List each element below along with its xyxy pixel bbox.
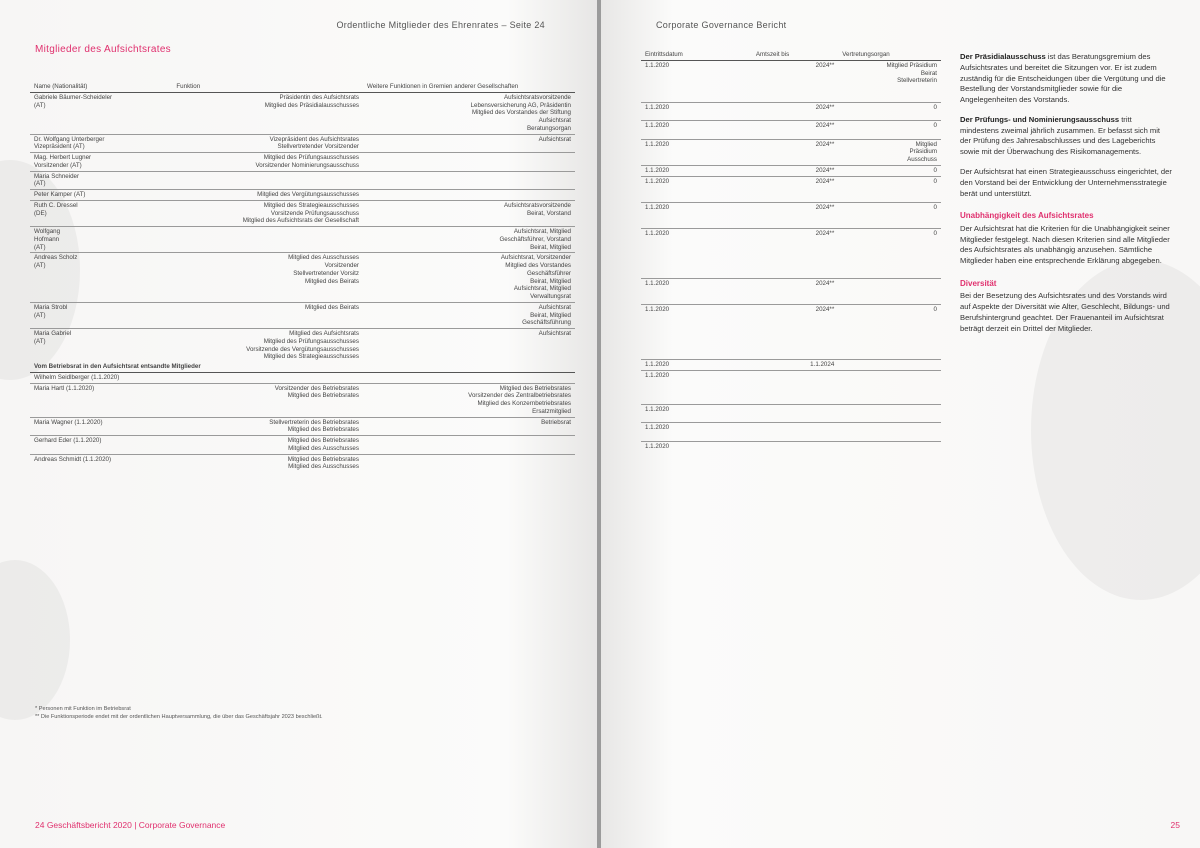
member-vertretung [838,176,941,202]
member-funktion [172,383,363,417]
member-weitere-line: Mitglied des Betriebsrates [499,384,571,392]
member-weitere-line: Betriebsrat [541,418,571,426]
member-funktion-line: Mitglied des Prüfungsausschusses [263,337,359,345]
member-name [30,92,172,134]
member-vertretung-line: Mitglied Präsidium [886,61,937,69]
subsection-title: Vom Betriebsrat in den Aufsichtsrat entsandte Mitglieder [30,362,575,372]
member-weitere-line: Aufsichtsrat, Vorsitzender [500,254,571,262]
table-row [30,383,575,417]
member-vertretung-line: 0 [933,203,937,211]
member-funktion-line: Vorsitzende Prüfungsausschuss [270,209,359,217]
member-funktion-line: Stellvertretender Vorsitz [293,269,359,277]
member-weitere-line: Beirat, Mitglied [530,277,571,285]
table-row [30,153,575,172]
member-name-line: Vorsitzender (AT) [34,161,82,169]
member-name-line: Andreas Schmidt (1.1.2020) [34,455,112,463]
member-vertretung-line: 0 [933,177,937,185]
member-name-line: Mag. Herbert Lugner [34,154,92,161]
table-row [30,417,575,436]
member-weitere-line: Aufsichtsrat, Mitglied [513,228,571,235]
member-vertretung [838,229,941,279]
member-name [30,190,172,201]
page-number: 25 [1170,820,1180,830]
member-eintritt: 1.1.2020 [641,102,752,121]
member-eintritt: 1.1.2020 [641,139,752,165]
table-row [30,302,575,328]
member-name-line: Maria Gabriel [34,330,72,337]
member-weitere [363,329,575,363]
member-weitere-line: Aufsichtsrat, Mitglied [513,285,571,293]
member-funktion [172,436,363,455]
body-paragraph [960,52,1172,106]
note-line: ** Die Funktionsperiode endet mit der ordentlichen Hauptversammlung, die über das Geschäftsjahr 2023 beschließt. [35,713,323,720]
member-weitere-line: Verwaltungsrat [530,293,571,300]
member-vertretung [838,370,941,404]
table-body [641,60,941,459]
member-name-line: (AT) [34,180,46,188]
member-funktion-line: Stellvertreterin des Betriebsrates [269,418,359,426]
member-name-line: Wolfgang [34,228,61,235]
member-name [30,200,172,226]
member-vertretung [838,278,941,304]
member-name-line: (AT) [34,311,46,319]
member-weitere-line: Aufsichtsratsvorsitzende [503,201,571,209]
right-running-head: Corporate Governance Bericht [656,20,787,30]
member-funktion-line: Stellvertretender Vorsitzender [277,143,359,151]
left-page [0,0,597,848]
member-name [30,171,172,190]
member-funktion-line: Mitglied des Prüfungsausschusses [263,154,359,161]
member-vertretung-line: Präsidium [909,148,937,156]
member-weitere [363,253,575,303]
member-vertretung-line: 0 [933,122,937,129]
member-vertretung-line: Ausschuss [907,156,937,163]
table-header-row [641,50,941,60]
member-name-line: Hofmann [34,235,60,243]
paragraph-text: tritt mindestens zweimal jährlich zusammen. Er befasst sich mit der Prüfung des Jahresabschlusses und des Lageberichts sowie mit der Überwachung des Risikomanagements. [960,114,1161,157]
member-vertretung [838,202,941,228]
member-weitere-line: Geschäftsführung [522,319,571,327]
member-vertretung-line: Beirat [920,69,937,77]
member-eintritt: 1.1.2020 [641,423,752,442]
member-weitere [363,372,575,383]
member-bis [752,404,838,423]
member-weitere-line: Beirat, Vorstand [526,209,571,217]
table-row [641,423,941,442]
member-funktion [172,417,363,436]
member-weitere-line: Beirat, Mitglied [530,243,571,251]
member-bis: 1.1.2024 [752,359,838,370]
member-vertretung [838,139,941,165]
member-weitere-line: Ersatzmitglied [532,407,571,415]
member-eintritt: 1.1.2020 [641,176,752,202]
member-weitere-line: Aufsichtsrat [538,135,571,143]
member-name [30,436,172,455]
member-bis: 2024** [752,202,838,228]
body-text-column [960,52,1172,343]
member-name-line: Maria Hartl (1.1.2020) [34,384,95,392]
member-vertretung-line: Mitglied [915,140,937,148]
member-funktion [172,92,363,134]
member-name [30,372,172,383]
member-funktion [172,134,363,153]
table-header-row [30,82,575,92]
member-funktion-line: Mitglied des Strategieausschusses [263,201,359,209]
member-weitere-line: Aufsichtsrat [538,117,571,124]
member-vertretung [838,102,941,121]
member-name-line: (AT) [34,101,46,109]
table-row [641,176,941,202]
member-eintritt: 1.1.2020 [641,121,752,140]
member-name-line: (AT) [34,262,46,269]
member-funktion-line: Präsidentin des Aufsichtsrats [279,93,359,101]
table-row [30,200,575,226]
col-header-funktion: Funktion [172,82,363,92]
member-bis: 2024** [752,121,838,140]
member-weitere [363,92,575,134]
paragraph-text: Der Aufsichtsrat hat einen Strategieausschuss eingerichtet, der den Vorstand bei der Entwicklung der Unternehmensstrategie berät und unterstützt. [960,167,1172,198]
member-name [30,153,172,172]
member-name-line: Vizepräsident (AT) [34,143,85,151]
subsection-spacer [641,338,941,360]
member-name [30,417,172,436]
member-funktion-line: Mitglied des Strategieausschusses [263,353,359,361]
member-name-line: (AT) [34,337,46,345]
member-funktion [172,227,363,253]
member-funktion [172,253,363,303]
member-funktion-line: Mitglied des Aufsichtsrats [289,330,359,337]
member-funktion-line: Mitglied des Betriebsrates [287,437,359,444]
member-vertretung-line: 0 [933,166,937,174]
member-funktion-line: Mitglied des Betriebsrates [287,426,359,434]
body-paragraph [960,115,1172,158]
member-weitere-line: Mitglied des Vorstandes der Stiftung [471,109,571,117]
col-header-name: Name (Nationalität) [30,82,172,92]
member-funktion-line: Mitglied des Vergütungsausschusses [257,191,359,198]
member-name [30,329,172,363]
member-name-line: Ruth C. Dressel [34,201,78,209]
paragraph-text: ist das Beratungsgremium des Aufsichtsrates und bereitet die Sitzungen vor. Er ist zudem zuständig für die Entscheidungen über die Vergütung und die Bestellung der Vorstandsmitglieder sowie für die Angelegenheiten des Vorstands. [960,52,1166,105]
member-funktion [172,171,363,190]
member-weitere-line: Vorsitzender des Zentralbetriebsrates [468,392,571,400]
member-vertretung-line: Stellvertreterin [897,77,937,85]
table-row [641,139,941,165]
member-funktion-line: Mitglied des Ausschusses [288,254,359,262]
member-funktion-line: Mitglied des Ausschusses [288,444,359,452]
member-weitere [363,454,575,472]
body-paragraph: Bei der Besetzung des Aufsichtsrates und des Vorstands wird auf Aspekte der Diversität wie Alter, Geschlecht, Bildungs- und Berufshintergrund geachtet. Der Frauenanteil im Aufsichtsrat beträgt derzeit ein Drittel der Mitglieder. [960,291,1170,333]
table-row [641,165,941,176]
member-weitere-line: Mitglied des Konzernbetriebsrates [477,400,571,407]
member-vertretung [838,441,941,459]
member-name [30,302,172,328]
member-name-line: (DE) [34,209,47,217]
table-row [641,278,941,304]
member-weitere [363,417,575,436]
member-funktion-line: Mitglied des Beirats [304,277,359,285]
member-name-line: Gerhard Eder (1.1.2020) [34,437,102,444]
member-name-line: Maria Wagner (1.1.2020) [34,418,103,426]
table-body [30,92,575,472]
member-bis: 2024** [752,165,838,176]
member-bis [752,370,838,404]
member-funktion [172,329,363,363]
table-row [641,121,941,140]
table-row [641,370,941,404]
member-eintritt: 1.1.2020 [641,229,752,279]
table-row [641,102,941,121]
member-vertretung [838,304,941,338]
member-vertretung-line: 0 [933,103,937,111]
member-weitere [363,383,575,417]
member-weitere-line: Aufsichtsratsvorsitzende [503,93,571,101]
member-weitere-line: Aufsichtsrat [538,330,571,337]
member-name-line: Maria Schneider [34,172,80,180]
member-eintritt: 1.1.2020 [641,165,752,176]
member-funktion-line: Mitglied des Ausschusses [288,463,359,471]
member-vertretung [838,359,941,370]
table-row [30,92,575,134]
member-name-line: Peter Kamper (AT) [34,191,86,198]
member-eintritt: 1.1.2020 [641,304,752,338]
member-weitere [363,227,575,253]
member-name-line: Dr. Wolfgang Unterberger [34,135,105,143]
note-line: * Personen mit Funktion im Betriebsrat [35,706,131,712]
member-name [30,383,172,417]
col-header-weitere: Weitere Funktionen in Gremien anderer Gesellschaften [363,82,575,92]
paper-shading [0,560,70,720]
table-row [30,190,575,201]
member-eintritt: 1.1.2020 [641,202,752,228]
col-header-vertretung: Vertretungsorgan [838,50,941,60]
member-funktion-line: Vizepräsident des Aufsichtsrates [269,135,359,143]
member-weitere [363,436,575,455]
member-eintritt: 1.1.2020 [641,404,752,423]
member-funktion [172,190,363,201]
member-weitere [363,302,575,328]
member-weitere-line: Beratungsorgan [526,124,571,132]
section-heading: Diversität [960,278,997,288]
member-funktion [172,200,363,226]
member-weitere-line: Geschäftsführer, Vorstand [499,235,571,243]
member-eintritt: 1.1.2020 [641,278,752,304]
table-row [30,134,575,153]
member-funktion-line: Vorsitzender Nominierungsausschuss [255,161,359,169]
member-funktion [172,454,363,472]
table-row [641,60,941,102]
table-row [30,171,575,190]
member-vertretung-line: 0 [933,305,937,313]
member-funktion [172,153,363,172]
member-bis: 2024** [752,229,838,279]
table-row [641,304,941,338]
table-row [30,454,575,472]
member-bis: 2024** [752,176,838,202]
member-weitere [363,200,575,226]
table-row [641,441,941,459]
appointment-table [641,50,941,459]
member-weitere [363,134,575,153]
member-bis: 2024** [752,60,838,102]
member-name [30,227,172,253]
table-row [30,253,575,303]
member-funktion-line: Vorsitzender des Betriebsrates [274,384,359,392]
member-vertretung-line: 0 [933,230,937,237]
member-name [30,134,172,153]
left-footer: 24 Geschäftsbericht 2020 | Corporate Governance [35,820,226,830]
member-eintritt: 1.1.2020 [641,359,752,370]
member-vertretung [838,60,941,102]
member-bis: 2024** [752,278,838,304]
member-name-line: Andreas Scholz [34,254,78,262]
member-funktion-line: Mitglied des Präsidialausschusses [264,101,359,109]
table-row [641,359,941,370]
table-row [641,202,941,228]
member-funktion-line: Mitglied des Betriebsrates [287,455,359,463]
member-eintritt: 1.1.2020 [641,370,752,404]
spacer-cell [641,338,941,360]
member-name [30,454,172,472]
table-row [30,329,575,363]
member-weitere-line: Mitglied des Vorstandes [505,262,571,269]
member-bis: 2024** [752,304,838,338]
table-row [30,436,575,455]
table-row [641,404,941,423]
member-weitere-line: Aufsichtsrat [538,303,571,311]
member-name-line: Wilhelm Seidlberger (1.1.2020) [34,373,120,381]
member-name-line: Maria Strobl [34,303,68,311]
member-eintritt: 1.1.2020 [641,441,752,459]
table-row [30,372,575,383]
section-heading: Unabhängigkeit des Aufsichtsrates [960,211,1094,221]
member-funktion [172,302,363,328]
member-funktion-line: Mitglied des Aufsichtsrats der Gesellschaft [242,217,359,225]
member-funktion-line: Mitglied des Beirats [304,303,359,311]
supervisory-board-table [30,82,575,472]
member-weitere-line: Geschäftsführer [526,269,571,277]
table-notes [35,706,455,721]
member-bis [752,441,838,459]
member-weitere [363,153,575,172]
member-eintritt: 1.1.2020 [641,60,752,102]
member-name [30,253,172,303]
member-vertretung [838,423,941,442]
member-vertretung [838,404,941,423]
member-weitere-line: Lebensversicherung AG, Präsidentin [470,101,571,109]
table-row [641,229,941,279]
member-vertretung [838,165,941,176]
member-funktion [172,372,363,383]
member-weitere-line: Beirat, Mitglied [530,311,571,319]
member-weitere [363,171,575,190]
member-bis: 2024** [752,139,838,165]
body-paragraph: Der Aufsichtsrat hat die Kriterien für die Unabhängigkeit seiner Mitglieder festgelegt. Nach diesen Kriterien sind alle Mitglieder des Aufsichtsrates als unabhängig anzusehen. Sämtliche Mitglieder haben eine entsprechende Erklärung abgegeben. [960,223,1170,266]
table-row [30,227,575,253]
left-running-head: Ordentliche Mitglieder des Ehrenrates – Seite 24 [336,20,545,30]
paragraph-emphasis: Der Präsidialausschuss [960,52,1046,61]
section-title: Mitglieder des Aufsichtsrates [35,44,171,55]
body-paragraph [960,167,1172,199]
col-header-bis: Amtszeit bis [752,50,838,60]
member-bis [752,423,838,442]
col-header-eintritt: Eintrittsdatum [641,50,752,60]
member-funktion-line: Mitglied des Betriebsrates [287,392,359,400]
member-name-line: (AT) [34,243,46,251]
member-funktion-line: Vorsitzender [324,262,359,269]
member-funktion-line: Vorsitzende des Vergütungsausschusses [246,345,359,353]
paragraph-emphasis: Der Prüfungs- und Nominierungsausschuss [960,114,1120,124]
member-name-line: Gabriele Bäumer-Scheideler [34,93,113,101]
subsection-header-row [30,362,575,372]
member-vertretung [838,121,941,140]
member-bis: 2024** [752,102,838,121]
member-weitere [363,190,575,201]
